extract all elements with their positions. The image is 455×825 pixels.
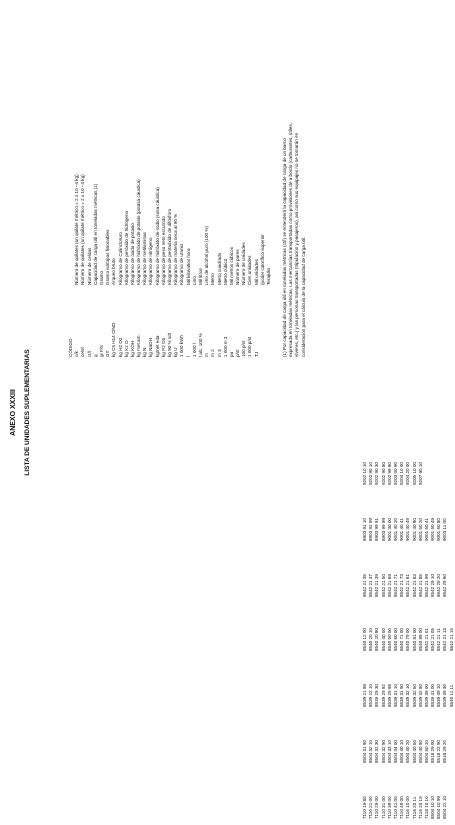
unit-description: Número de quilates (un quilate métrico = 2 x 10 –4 kg) [80,174,86,285]
cn-code: 7110 31 00 [380,796,386,819]
cn-code: 8539 39 00 [423,684,429,707]
cn-code: 8542 21 83 [411,574,417,597]
cn-code: 7110 21 00 [368,796,374,819]
cn-code: 7116 10 00 [405,796,411,819]
unit-description: Metro cuadrado [216,252,222,285]
cn-code: 8542 21 39 [374,574,380,597]
cn-code: 8504 32 10 [368,740,374,763]
cn-code: 9202 99 80 [386,462,392,485]
cn-code: 8540 60 00 [392,628,398,651]
unit-code: TJ [253,351,259,357]
cn-code: 8903 99 91 [374,518,380,541]
unit-code: m [204,353,210,357]
cn-code: 8542 21 05 [430,628,436,651]
unit-code: 1 000 m 3 [222,336,228,357]
cn-code: 8540 40 00 [380,628,386,651]
cn-code: 8539 31 10 [392,684,398,707]
unit-code: 1 000 kWh [179,335,185,357]
cn-code: 8518 29 20 [442,740,448,763]
unit-description: Kilogramo de peso neto escurrido [160,216,166,285]
cn-code: 8542 21 35 [362,574,367,597]
list-title: LISTA DE UNIDADES SUPLEMENTARIAS [24,349,31,476]
unit-code: kg KOH [129,340,135,357]
unit-code: kg K2 O [123,340,129,357]
unit-description: Metro [210,273,216,285]
cn-code: 8539 49 10 [436,684,442,707]
unit-code: l [185,355,191,357]
unit-code: l alc. 100 % [197,333,203,357]
cn-code: 9202 90 30 [374,462,380,485]
cn-code: 8540 89 00 [417,628,423,651]
cn-code: 8542 21 37 [368,574,374,597]
unit-description: Gramo [98,270,104,285]
cn-code: 8540 12 00 [362,628,367,651]
unit-code: ct/l [86,351,92,357]
unit-description: Kilogramo de Colincloruro [117,232,123,285]
unit-description: Kilogramo de hidróxido de sodio (sosa cáustica) [154,187,160,285]
cn-code: 8542 21 99 [423,574,429,597]
unit-description: Kilogramo de materia seca al 90 % [173,213,179,285]
cn-code-column [362,740,449,763]
cn-code: 8542 21 13 [442,628,448,651]
cn-code: 8540 50 00 [386,628,392,651]
cn-code: 7110 19 80 [362,796,367,819]
cn-code: 9202 90 10 [368,462,374,485]
unit-code: kg met.am. [136,334,142,357]
unit-code: 100 p/st [241,340,247,357]
cn-code: 7110 49 00 [399,796,405,819]
cn-code: 8504 40 20 [405,740,411,763]
unit-description: Mil litros [197,268,203,285]
cn-code: 8542 21 73 [399,574,405,597]
cn-code: 8504 32 30 [374,740,380,763]
unit-description: Número de celdas [86,247,92,285]
unit-description: Kilogramo de nitrógeno [148,237,154,285]
unit-code-header: CÓDIGO [68,338,73,357]
cn-code: 8542 29 60 [442,574,448,597]
cn-code: 8540 20 80 [374,628,380,651]
cn-code: 8542 21 01 [423,628,429,651]
cn-code: 8542 21 11 [436,628,442,651]
cn-code: 8542 21 15 [448,628,454,651]
cn-code: 8518 22 90 [436,740,442,763]
cn-code: 7116 20 19 [417,796,423,819]
unit-description: Mil metros cúbicos [228,246,234,285]
cn-code: 8540 11 11 [448,684,454,707]
unit-code: kg/net eda [154,335,160,357]
unit-code: kg 90 % sdt [167,332,172,357]
cn-code: 7110 41 00 [392,796,398,819]
cn-code: 8542 21 85 [417,574,423,597]
unit-description: Número de pares [235,249,241,285]
cn-code: 9204 10 00 [399,462,405,485]
unit-code: ce/el [80,347,86,357]
cn-code: 9001 30 00 [386,518,392,541]
unit-description: Kilogramo de pentaóxido de difósforo [167,208,172,285]
unit-code: kg C5 H14 ClNO [111,322,117,357]
cn-code: 8903 91 10 [362,518,367,541]
cn-code: 8542 21 81 [405,574,411,597]
cn-code: 7116 20 11 [411,796,417,819]
unit-code: kg U [173,347,179,357]
cn-code: 9001 40 20 [392,518,398,541]
unit-description: Kilogramo de óxido de potasio [129,223,135,285]
unit-description: Kilogramo de metilaminas [142,232,148,285]
cn-code: 8542 29 20 [436,574,442,597]
cn-code: 9203 00 90 [392,462,398,485]
unit-description: Capacidad de carga útil en toneladas métricas (1) [92,183,98,285]
cn-code: 8518 29 00 [430,740,436,763]
cn-code: 8504 32 90 [380,740,386,763]
cn-code: 8539 32 90 [417,684,423,707]
cn-code: 9001 40 80 [411,518,417,541]
unit-code: m 3 [216,349,222,357]
cn-code: 8539 31 90 [399,684,405,707]
unit-description: Número de quilates (un quilate métrico = 2 x 10 –4 kg) [74,174,80,285]
cn-code: 9205 10 00 [411,462,417,485]
cn-code: 8539 29 92 [380,684,386,707]
cn-code: 8903 92 99 [368,518,374,541]
cn-code: 9001 50 20 [417,518,423,541]
unit-code: c/k [74,351,80,357]
unit-description: Arqueo bruto [111,258,117,285]
cn-code: 8542 21 69 [386,574,392,597]
cn-code: 9001 50 80 [436,518,442,541]
unit-code: kg NaOH [148,338,154,357]
cn-code: 7118 10 10 [423,796,429,819]
unit-description: Cien unidades [247,255,253,285]
cn-code: 8504 50 10 [423,740,429,763]
unit-code: pa [228,351,234,357]
cn-code: 9001 50 41 [423,518,429,541]
cn-code-column [362,796,449,819]
cn-code: 8539 29 98 [386,684,392,707]
unit-code: GT [105,350,111,357]
unit-description: Kilogramo de hidróxido de potasio (potasa cáustica) [136,179,142,285]
cn-code: 8539 22 10 [368,684,374,707]
cn-code: 9001 50 49 [430,518,436,541]
cn-code: 8504 33 10 [386,740,392,763]
cn-code: 8540 81 00 [411,628,417,651]
unit-code: kg N [142,347,148,357]
cn-code: 8539 49 30 [442,684,448,707]
cn-code: 9001 40 49 [405,518,411,541]
cn-code: 8504 40 50 [411,740,417,763]
cn-code: 9202 10 10 [362,462,367,485]
cn-code: 8504 40 10 [399,740,405,763]
footnote-line: víveres, etc.) y las personas transportadas (tripulación y pasajeros), así como sus equipajes no se tomarán en [294,132,300,357]
unit-code: kg H2 O2 [117,337,123,357]
unit-code-column [68,323,272,357]
cn-code: 8539 21 98 [362,684,367,707]
cn-code-column [362,462,424,485]
cn-code: 8504 31 90 [362,740,367,763]
cn-code: 9003 11 00 [442,518,448,541]
unit-code: kg P2 O5 [160,337,166,357]
cn-code: 8542 29 10 [430,574,436,597]
unit-description: Litro [191,276,197,285]
unit-description: Litro de alcohol puro (100 %) [204,226,210,285]
unit-description: Terajulio [266,267,271,285]
unit-description: Mil kilovatios hora [185,248,191,285]
cn-code: 8504 10 10 [430,796,436,819]
cn-code: 8542 21 50 [380,574,386,597]
cn-code: 7110 39 00 [386,796,392,819]
unit-description: Mil unidades [253,259,259,285]
cn-code: 9207 90 10 [417,462,423,485]
cn-code: 8504 10 99 [436,796,442,819]
unit-description: Kilogramo de peróxido de hidrógeno [123,210,129,285]
cn-code: 8540 20 10 [368,628,374,651]
cn-code: 8540 79 00 [405,628,411,651]
unit-description-column [68,174,272,285]
cn-code: 8504 34 00 [392,740,398,763]
unit-description: Gramo isótopos fisionables [105,229,111,285]
unit-code: 1 000 p/st [247,336,253,357]
unit-code: 1 000 l [191,343,197,357]
cn-code: 8903 99 99 [380,518,386,541]
cn-code: 8542 21 71 [392,574,398,597]
unit-description: Metro cúbico [222,258,228,285]
unit-code: gi F/S [98,345,104,357]
cn-code: 8539 41 00 [430,684,436,707]
cn-code: 8504 40 90 [417,740,423,763]
unit-code: g [92,354,98,357]
footnote-line: expresada en toneladas métricas. Las mercancías transportadas como provisiones de a bordo (carburantes, útiles, [288,123,294,357]
cn-code-column [362,518,449,541]
annex-title: ANEXO XXXIII [10,389,17,436]
unit-code: p/st [235,349,241,357]
cn-code: 8540 71 00 [399,628,405,651]
cn-code: 7110 29 00 [374,796,380,819]
unit-code [266,323,272,357]
cn-code: 9001 40 41 [399,518,405,541]
cn-code-column [362,574,449,597]
unit-description: Número de unidades [241,242,247,285]
footnote-line: consideración para el cálculo de la capacidad de carga útil. [300,236,306,357]
cn-code-column [362,628,455,651]
cn-code: 8539 32 10 [405,684,411,707]
unit-description: (poder calorífico superior [259,234,265,285]
cn-code: 8504 22 10 [442,796,448,819]
cn-code-column [362,684,455,707]
cn-code: 8539 29 30 [374,684,380,707]
cn-code: 9202 90 80 [380,462,386,485]
unit-code: m 2 [210,349,216,357]
cn-code: 9204 20 00 [405,462,411,485]
unit-description: Kilogramo de uranio [179,243,185,285]
cn-code: 8539 32 50 [411,684,417,707]
footnote-line: (1) Por capacidad de carga útil en toneladas métricas (ct/l) se entenderá la capacidad de carga de un barco [282,138,287,357]
